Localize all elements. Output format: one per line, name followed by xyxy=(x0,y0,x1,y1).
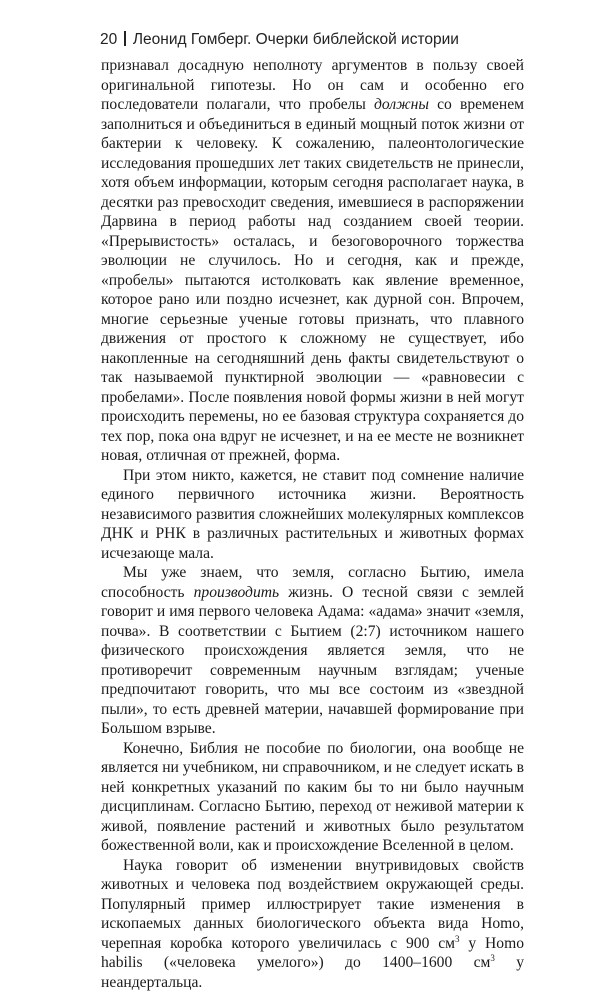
page-number: 20 xyxy=(100,31,117,48)
paragraph-2-text: При этом никто, кажется, не ставит под сомнение наличие единого первичного источника жизни. Вероятность независимого развития сложнейших молекулярных комплексов ДНК и РНК в различных растительных и животных формах исчезающе мала. xyxy=(101,467,524,562)
running-title: Леонид Гомберг. Очерки библейской истории xyxy=(133,31,459,48)
paragraph-5-text-b: у Homo habilis («человека умелого») до 1400–1600 см xyxy=(101,935,524,972)
paragraph-4-text: Конечно, Библия не пособие по биологии, она вообще не является ни учебником, ни справочником, и не следует искать в ней конкретных указаний по каким бы то ни было научным дисциплинам. Согласно Бытию, переход от неживой материи к живой, появление растений и животных было результатом божественной воли, как и происхождение Вселенной в целом. xyxy=(101,740,524,855)
paragraph-1 xyxy=(101,56,524,466)
paragraph-5-text-a: Наука говорит об изменении внутривидовых свойств животных и человека под воздействием окружающей среды. Популярный пример иллюстрирует такие изменения в ископаемых данных биологического объекта вида Homo, черепная коробка которого увеличилась с 900 см xyxy=(101,857,524,952)
superscript-cubed: 3 xyxy=(490,953,495,963)
paragraph-3-text-a: Мы уже знаем, что земля, согласно Бытию, имела способность xyxy=(101,564,524,601)
paragraph-4 xyxy=(101,739,524,856)
header-separator xyxy=(124,31,126,46)
paragraph-3 xyxy=(101,563,524,739)
paragraph-2 xyxy=(101,466,524,564)
paragraph-5 xyxy=(101,856,524,992)
running-header xyxy=(100,29,530,51)
paragraph-1-text-a: признавал досадную неполноту аргументов в пользу своей оригинальной гипотезы. Но он сам и особенно его последователи полагали, что пробелы xyxy=(101,57,524,113)
paragraph-1-emphasis: должны xyxy=(374,96,429,113)
superscript-cubed: 3 xyxy=(455,934,460,944)
body-text xyxy=(101,56,524,992)
paragraph-1-text-b: со временем заполниться и объединиться в единый мощный поток жизни от бактерии к человеку. К сожалению, палеонтологические исследования прошедших лет таких свидетельств не принесли, хотя объем информации, которым сегодня располагает наука, в десятки раз превосходит сведения, имевшиеся в распоряжении Дарвина в период работы над созданием своей теории. «Прерывистость» осталась, и безоговорочного торжества эволюции не случилось. Но и сегодня, как и прежде, «пробелы» пытаются истолковать как явление временное, которое рано или поздно исчезнет, как дурной сон. Впрочем, многие серьезные ученые готовы признать, что плавного движения от простого к сложному не существует, ибо накопленные на сегодняшний день факты свидетельствуют о так называемой пунктирной эволюции — «равновесии с пробелами». После появления новой формы жизни в ней могут происходить перемены, но ее базовая структура сохраняется до тех пор, пока она вдруг не исчезнет, и на ее месте не возникнет новая, отличная от прежней, форма. xyxy=(101,96,524,464)
paragraph-3-text-b: жизнь. О тесной связи с землей говорит и имя первого человека Адама: «адама» значит «земля, почва». В соответствии с Бытием (2:7) источником нашего физического происхождения является земля, что не противоречит современным научным взглядам; ученые предпочитают говорить, что мы все состоим из «звездной пыли», то есть древней материи, начавшей формирование при Большом взрыве. xyxy=(101,584,524,738)
paragraph-3-emphasis: производить xyxy=(194,584,279,601)
paragraph-5-text-c: у неандертальца. xyxy=(101,954,524,991)
